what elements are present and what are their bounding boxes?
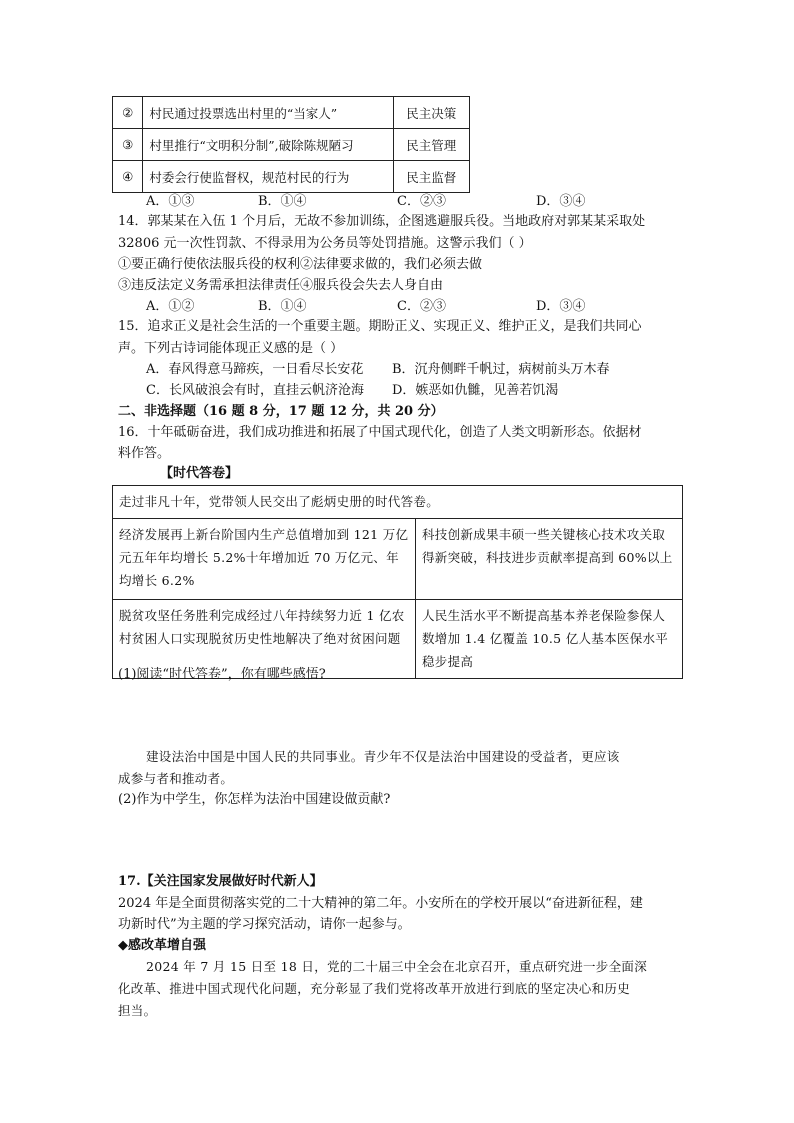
- q13-option-a: A．①③: [146, 194, 195, 209]
- table-row: [113, 161, 470, 193]
- q17-body-line-2: 化改革、推进中国式现代化问题，充分彰显了我们党将改革开放进行到底的坚定决心和历史: [118, 981, 631, 996]
- q14-items-line-1: ①要正确行使依法服兵役的权利②法律要求做的，我们必须去做: [118, 257, 483, 272]
- q17-body-line-3: 担当。: [118, 1003, 157, 1018]
- table-cell-tag: 民主决策: [393, 97, 469, 129]
- q13-option-b: B．①④: [258, 194, 307, 209]
- q15-stem-line-2: 声。下列古诗词能体现正义感的是（ ）: [118, 341, 344, 356]
- q13-option-c: C．②③: [397, 194, 446, 209]
- q16-answer-label: 【时代答卷】: [160, 466, 239, 481]
- livelihood-cell: 人民生活水平不断提高基本养老保险参保人数增加 1.4 亿覆盖 10.5 亿人基本医保水平稳步提高: [416, 600, 683, 679]
- q16-material-line-2: 成参与者和推动者。: [118, 771, 234, 786]
- q14-option-b: B．①④: [258, 299, 307, 314]
- section-2-title: 二、非选择题（16 题 8 分，17 题 12 分，共 20 分）: [118, 404, 444, 419]
- q16-stem-line-2: 料作答。: [118, 446, 171, 461]
- table-cell-num: ④: [113, 161, 143, 193]
- q17-title: 17.【关注国家发展做好时代新人】: [118, 874, 323, 889]
- table-cell-num: ③: [113, 129, 143, 161]
- table-row: [113, 486, 683, 519]
- era-intro-cell: 走过非凡十年，党带领人民交出了彪炳史册的时代答卷。: [113, 486, 683, 519]
- q16-subquestion-2: (2)作为中学生，你怎样为法治中国建设做贡献?: [118, 792, 391, 807]
- q17-intro-line-1: 2024 年是全面贯彻落实党的二十大精神的第二年。小安所在的学校开展以“奋进新征程，建: [118, 896, 643, 911]
- table-cell-tag: 民主管理: [393, 129, 469, 161]
- q15-stem-line-1: 15．追求正义是社会生活的一个重要主题。期盼正义、实现正义、维护正义，是我们共同心: [118, 319, 642, 334]
- q14-option-d: D．③④: [536, 299, 586, 314]
- table-row: [113, 519, 683, 600]
- q17-body-line-1: 2024 年 7 月 15 日至 18 日，党的二十届三中全会在北京召开，重点研究进一步全面深: [146, 959, 647, 974]
- q14-option-a: A．①②: [146, 299, 195, 314]
- q14-stem-line-1: 14．郭某某在入伍 1 个月后，无故不参加训练，企图逃避服兵役。当地政府对郭某某采取处: [118, 214, 646, 229]
- q15-option-a: A．春风得意马蹄疾，一日看尽长安花: [146, 362, 364, 377]
- q16-subquestion-1: (1)阅读“时代答卷”，你有哪些感悟?: [118, 667, 326, 682]
- q15-option-c: C．长风破浪会有时，直挂云帆济沧海: [146, 383, 364, 398]
- q16-material-line-1: 建设法治中国是中国人民的共同事业。青少年不仅是法治中国建设的受益者，更应该: [146, 749, 620, 764]
- tech-cell: 科技创新成果丰硕一些关键核心技术攻关取得新突破，科技进步贡献率提高到 60%以上: [416, 519, 683, 600]
- q15-option-d: D．嫉恶如仇雠，见善若饥渴: [392, 383, 559, 398]
- table-cell-num: ②: [113, 97, 143, 129]
- q13-table: [112, 96, 470, 193]
- table-cell-text: 村民通过投票选出村里的“当家人”: [143, 97, 393, 129]
- table-row: [113, 97, 470, 129]
- table-cell-tag: 民主监督: [393, 161, 469, 193]
- q15-option-b: B．沉舟侧畔千帆过，病树前头万木春: [392, 362, 610, 377]
- poverty-cell: 脱贫攻坚任务胜利完成经过八年持续努力近 1 亿农村贫困人口实现脱贫历史性地解决了绝对贫困问题: [113, 600, 416, 679]
- q14-option-c: C．②③: [397, 299, 446, 314]
- economy-cell: 经济发展再上新台阶国内生产总值增加到 121 万亿元五年年均增长 5.2%十年增加近 70 万亿元、年均增长 6.2%: [113, 519, 416, 600]
- era-answer-table: [112, 485, 683, 679]
- table-row: [113, 129, 470, 161]
- q17-intro-line-2: 功新时代”为主题的学习探究活动，请你一起参与。: [118, 917, 411, 932]
- table-cell-text: 村里推行“文明积分制”,破除陈规陋习: [143, 129, 393, 161]
- q14-items-line-2: ③违反法定义务需承担法律责任④服兵役会失去人身自由: [118, 278, 444, 293]
- q14-stem-line-2: 32806 元一次性罚款、不得录用为公务员等处罚措施。这警示我们（ ）: [118, 236, 532, 251]
- table-cell-text: 村委会行使监督权，规范村民的行为: [143, 161, 393, 193]
- q13-option-d: D．③④: [536, 194, 586, 209]
- q16-stem-line-1: 16．十年砥砺奋进，我们成功推进和拓展了中国式现代化，创造了人类文明新形态。依据材: [118, 425, 642, 440]
- q17-section-title: ◆感改革增自强: [118, 938, 206, 953]
